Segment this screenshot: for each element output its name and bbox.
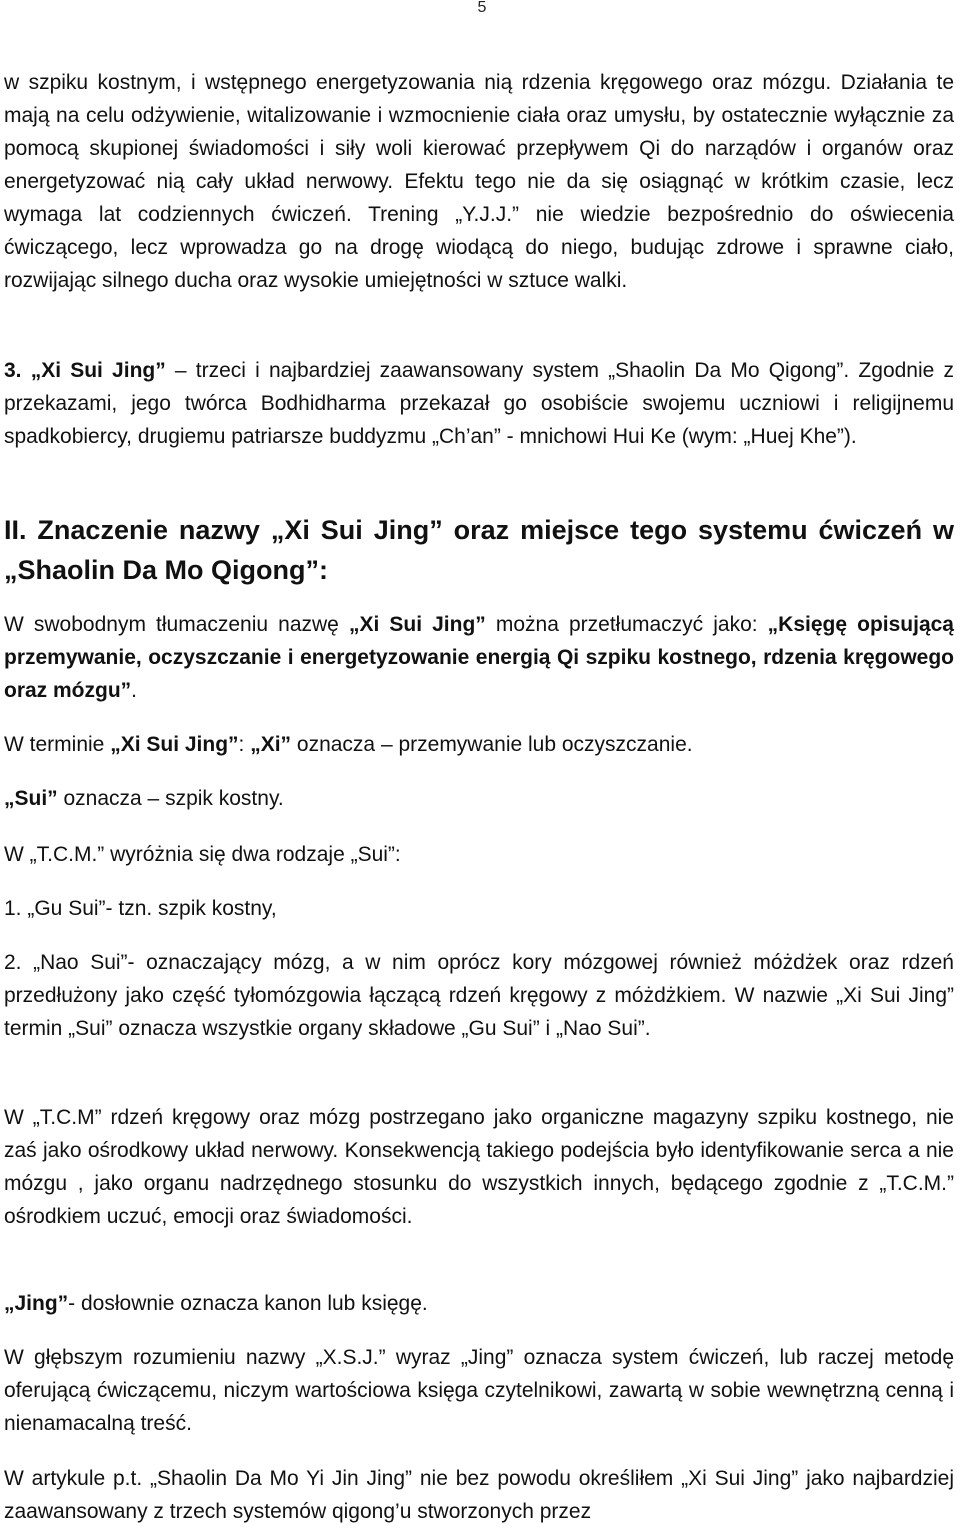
list-item-nao-sui: 2. „Nao Sui”- oznaczający mózg, a w nim oprócz kory mózgowej również móżdżek oraz rdzeń przedłużony jako część tyłomózgowia łączącą rdzeń kręgowy z móżdżkiem. W nazwie „Xi Sui Jing” termin „Sui” oznacza wszystkie organy składowe „Gu Sui” i „Nao Sui”.	[4, 951, 954, 1040]
system-description: – trzeci i najbardziej zaawansowany system „Shaolin Da Mo Qigong”. Zgodnie z przekazami, jego twórca Bodhidharma przekazał go osobiście swojemu uczniowi i religijnemu spadkobiercy, drugiemu patriarsze buddyzmu „Ch’an” - mnichowi Hui Ke (wym: „Huej Khe”).	[4, 359, 954, 448]
paragraph-term-xi: W terminie „Xi Sui Jing”: „Xi” oznacza – przemywanie lub oczyszczanie.	[4, 733, 693, 756]
section-heading: II. Znaczenie nazwy „Xi Sui Jing” oraz miejsce tego systemu ćwiczeń w „Shaolin Da Mo Qigong”:	[4, 515, 954, 585]
paragraph-article-reference: W artykule p.t. „Shaolin Da Mo Yi Jin Jing” nie bez powodu określiłem „Xi Sui Jing” jako najbardziej zaawansowany z trzech systemów qigong’u stworzonych przez	[4, 1467, 954, 1523]
paragraph-term-jing: „Jing”- dosłownie oznacza kanon lub księgę.	[4, 1292, 428, 1315]
paragraph-tcm-spinal-cord: W „T.C.M” rdzeń kręgowy oraz mózg postrzegano jako organiczne magazyny szpiku kostnego, nie zaś jako ośrodkowy układ nerwowy. Konsekwencją takiego podejścia było identyfikowanie serca a nie mózgu , jako organu nadrzędnego stosunku do wszystkich innych, będącego zgodnie z „T.C.M.” ośrodkiem uczuć, emocji oraz świadomości.	[4, 1106, 954, 1228]
paragraph-tcm-sui-types: W „T.C.M.” wyróżnia się dwa rodzaje „Sui”:	[4, 843, 401, 866]
paragraph-name-translation: W swobodnym tłumaczeniu nazwę „Xi Sui Jing” można przetłumaczyć jako: „Księgę opisującą przemywanie, oczyszczanie i energetyzowanie energią Qi szpiku kostnego, rdzenia kręgowego oraz mózgu”.	[4, 613, 954, 702]
list-item-gu-sui: 1. „Gu Sui”- tzn. szpik kostny,	[4, 897, 277, 920]
paragraph-training-description: w szpiku kostnym, i wstępnego energetyzowania nią rdzenia kręgowego oraz mózgu. Działania te mają na celu odżywienie, witalizowanie i wzmocnienie ciała oraz umysłu, by ostatecznie wyłącznie za pomocą skupionej świadomości i siły woli kierować przepływem Qi do narządów i organów oraz energetyzować nią cały układ nerwowy. Efektu tego nie da się osiągnąć w krótkim czasie, lecz wymaga lat codziennych ćwiczeń. Trening „Y.J.J.” nie wiedzie bezpośrednio do oświecenia ćwiczącego, lecz wprowadza go na drogę wiodącą do niego, budując zdrowe i sprawne ciało, rozwijając silnego ducha oraz wysokie umiejętności w sztuce walki.	[4, 71, 954, 292]
paragraph-xi-sui-jing-system	[4, 354, 954, 453]
paragraph-jing-deeper-meaning: W głębszym rozumieniu nazwy „X.S.J.” wyraz „Jing” oznacza system ćwiczeń, lub raczej metodę oferującą ćwiczącemu, niczym wartościowa księga czytelnikowi, zawartą w sobie wewnętrzną cenną i nienamacalną treść.	[4, 1346, 954, 1435]
paragraph-term-sui: „Sui” oznacza – szpik kostny.	[4, 787, 284, 810]
list-number: 3.	[4, 359, 22, 382]
page-number: 5	[477, 0, 487, 16]
system-name: „Xi Sui Jing”	[30, 359, 166, 382]
translation-bold: „Księgę opisującą przemywanie, oczyszczanie i energetyzowanie energią Qi szpiku kostnego, rdzenia kręgowego oraz mózgu”	[4, 613, 954, 702]
